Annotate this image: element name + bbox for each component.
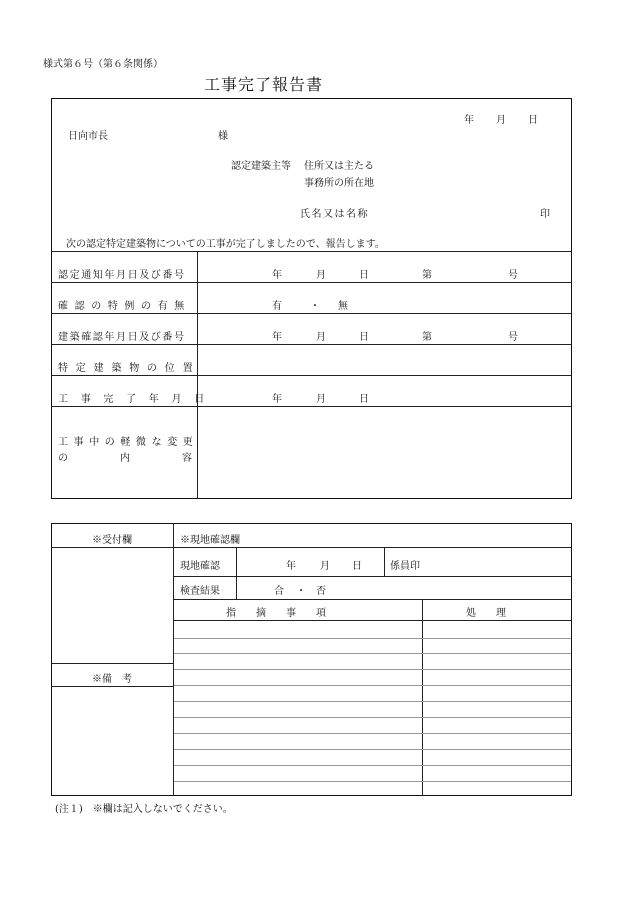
remarks-bottom-line bbox=[51, 686, 173, 687]
footnote: (注１) ※欄は記入しないでください。 bbox=[55, 804, 233, 815]
row-divider bbox=[51, 344, 572, 345]
ruled-line bbox=[174, 701, 571, 702]
site-check-header: ※現地確認欄 bbox=[180, 535, 240, 546]
row-value: 無 bbox=[338, 301, 348, 312]
column-divider bbox=[197, 251, 198, 499]
remarks-top-line bbox=[51, 663, 173, 664]
row-value: 第 bbox=[422, 270, 432, 281]
row-label: 特定建築物の位置 bbox=[58, 363, 201, 374]
points-header: 指 摘 事 項 bbox=[226, 608, 326, 619]
row-value: 有 bbox=[272, 301, 282, 312]
address-label-1: 住所又は主たる bbox=[304, 161, 374, 172]
page-title: 工事完了報告書 bbox=[204, 75, 324, 94]
action-divider bbox=[422, 599, 423, 796]
inspection-fail: 否 bbox=[316, 586, 326, 597]
row-label: 工事完了年月日 bbox=[58, 394, 217, 405]
ruled-line bbox=[174, 765, 571, 766]
site-check-label: 現地確認 bbox=[180, 561, 220, 572]
addressee-honorific: 様 bbox=[218, 131, 228, 142]
row-divider bbox=[51, 313, 572, 314]
row-divider bbox=[51, 282, 572, 283]
staff-seal-label: 係員印 bbox=[390, 561, 420, 572]
row-value: 年 bbox=[272, 394, 282, 405]
row-label: 建築確認年月日及び番号 bbox=[58, 332, 186, 343]
seal-mark: 印 bbox=[540, 209, 550, 220]
points-header-line bbox=[173, 620, 572, 621]
inspection-pass: 合 bbox=[274, 586, 284, 597]
ruled-line bbox=[174, 653, 571, 654]
applicant-role: 認定建築主等 bbox=[231, 161, 291, 172]
row-label: 認定通知年月日及び番号 bbox=[58, 270, 186, 281]
site-check-line bbox=[173, 576, 572, 577]
ruled-line bbox=[174, 685, 571, 686]
row-value: 第 bbox=[422, 332, 432, 343]
row-value: 日 bbox=[359, 394, 369, 405]
row-value: 日 bbox=[359, 270, 369, 281]
row-value: 号 bbox=[508, 270, 518, 281]
ruled-line bbox=[174, 638, 571, 639]
row-label-part: の bbox=[58, 453, 68, 464]
cell-divider bbox=[384, 547, 385, 576]
row-label-part: 内 bbox=[120, 453, 130, 464]
table-top-line bbox=[51, 251, 572, 252]
ruled-line bbox=[174, 717, 571, 718]
ruled-line bbox=[174, 669, 571, 670]
reception-label: ※受付欄 bbox=[92, 535, 132, 546]
row-label: 工事中の軽微な変更 bbox=[58, 437, 199, 448]
name-label: 氏名又は名称 bbox=[300, 209, 369, 220]
site-check-year: 年 bbox=[286, 561, 296, 572]
row-label-part: 容 bbox=[182, 453, 192, 464]
addressee-name: 日向市長 bbox=[68, 131, 108, 142]
site-check-day: 日 bbox=[352, 561, 362, 572]
address-label-2: 事務所の所在地 bbox=[304, 178, 374, 189]
action-header: 処 理 bbox=[466, 608, 506, 619]
row-value: 年 bbox=[272, 332, 282, 343]
row-value: 月 bbox=[316, 394, 326, 405]
cell-divider bbox=[236, 547, 237, 599]
ruled-line bbox=[174, 733, 571, 734]
row-value: 月 bbox=[316, 332, 326, 343]
date-month: 月 bbox=[496, 115, 506, 126]
row-value: 月 bbox=[316, 270, 326, 281]
statement: 次の認定特定建築物についての工事が完了しましたので、報告します。 bbox=[66, 239, 385, 250]
row-value: ・ bbox=[310, 301, 320, 312]
inspection-line bbox=[173, 599, 572, 600]
date-day: 日 bbox=[528, 115, 538, 126]
remarks-label: ※備 考 bbox=[92, 674, 132, 685]
row-value: 日 bbox=[359, 332, 369, 343]
row-divider bbox=[51, 406, 572, 407]
ruled-line bbox=[174, 781, 571, 782]
row-label: 確認の特例の有無 bbox=[58, 301, 191, 312]
date-year: 年 bbox=[464, 115, 474, 126]
form-number: 様式第６号（第６条関係） bbox=[43, 59, 163, 70]
row-value: 号 bbox=[508, 332, 518, 343]
row-value: 年 bbox=[272, 270, 282, 281]
inspection-dot: ・ bbox=[296, 586, 306, 597]
office-column-divider bbox=[173, 523, 174, 796]
ruled-line bbox=[174, 749, 571, 750]
row-divider bbox=[51, 375, 572, 376]
inspection-result-label: 検査結果 bbox=[180, 586, 220, 597]
office-header-line bbox=[51, 547, 572, 548]
site-check-month: 月 bbox=[320, 561, 330, 572]
office-use-box bbox=[51, 523, 572, 796]
